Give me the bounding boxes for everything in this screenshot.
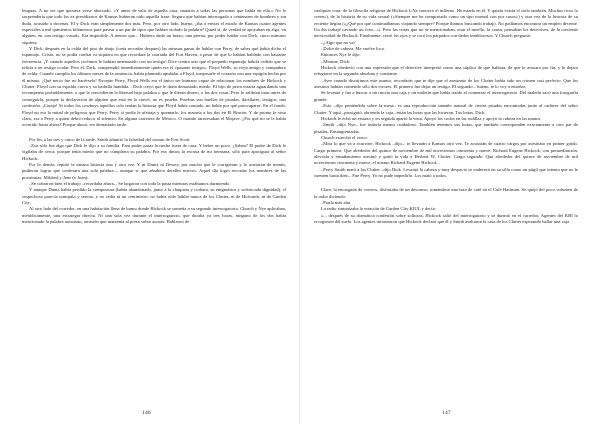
paragraph: Y aunque Duntz había perdido la compostura (había abandonado, junto a la chaqueta y corbata, su enigmática y sofisticada dignidad), el sospechoso parecía tranquilo y sereno, y no cedía ni un centímetro: no había oído hablar nunca de los Clutter, ni de Holcomb, ni de Garden City. [22, 187, 286, 205]
paragraph: –Ponla más alta. [321, 199, 352, 205]
paragraph: Al otro lado del corredor, en una habitación llena de humo donde Hickock se sometía a su segundo interrogatorio, Church y Nye aplicaban, metódicamente, una estrategia directa. Ni una sola vez durante el interrogatorio, que duraba ya tres horas, ninguno de los dos había mencionado la palabra asesinato, omisión que mantenía al preso sobre ascuas. Hablaron de [22, 206, 286, 224]
left-page-section-2 [22, 137, 286, 226]
paragraph: Se levantó y fue a buscar a un rincón una caja y un maletín que había traído al comenzar el interrogatorio. Del maletín sacó una fotografía grande. [314, 90, 578, 102]
paragraph: Por fin, a las tres y cinco de la tarde, Smith admitió la falsedad del cuento de Fort Scott. [29, 136, 191, 142]
right-page-section-2 [314, 187, 578, 225]
paragraph: Hickock obedeció con una expresión que el detective interpretó como una súplica de que hablara, de que le acusara por fin, y le dejara refugiarse en la segunda absoluta y constante. [314, 65, 578, 77]
page-number: 147 [442, 410, 451, 416]
right-page [300, 0, 600, 424]
paragraph: La radio sintonizaba la estación de Garden City KIUL y decía: [321, 206, 436, 212]
section-break [22, 129, 286, 137]
section-break [314, 179, 578, 187]
left-page-section-1 [22, 8, 286, 129]
paragraph: –¿Algo que no va? [321, 39, 356, 45]
paragraph: Hickock le echó un vistazo y en seguida apartó la vista. Apoyó los codos en las rodillas y apoyó la cabeza en las manos. [321, 115, 542, 121]
paragraph: –Dolor de cabeza. Me vuelve loco. [321, 46, 386, 52]
paragraph: cualquier cosa: de la filosofía religiosa de Hickock («Ya conozco el infierno. He estado en él. Y quizás exista el cielo también. Muchos ricos lo creen»), de la historia de su vida sexual («Siempre me he comportado como un tipo normal con por casos») y otra vez de la historia de su reciente hégira («¿Qué por qué continuábamos viajando siempre? Porque íbamos buscando trabajo. No podíamos encontrar un empleo decente. Un día trabajé cavando un foso...»). Pero las cosas que no se mencionaban, eran el meollo, la causa, pensaban los detectives, de la creciente nerviosidad de Hickock. Finalmente, cerró los ojos y se tocó los párpados con dedos temblorosos. Y Church preguntó: [314, 8, 578, 39]
paragraph: –Smith –dijo Nye– fue todavía menos cuidadoso. También tenemos sus botas, que también corresponden exactamente a otro par de pisadas. Ensangrentadas. [314, 122, 578, 134]
paragraph: Y Dick, después en la celda del piso de abajo (creía recordar despues) las mismas ganas de hablar con Perry, de saber qué había dicho el espantajo. Cristo, no se podía confiar ni siquiera en que recordara la coartada del Fort Haven, a pesar de que lo habían hablado con bastante frecuencia. ¡Y cuando aquellos cochinos le habían amenazado con un testigo! Dice contra uno qué el pequeño espantajo habría cedido que se refiría a un testigo ocular. Pero él, Dick, comprendió inmediatamente quién era el «pasante testigo»: Floyd Wells, su viejo amigo y compañero de celda. Cuando cumplía los últimos meses de la sentencia, había planeado apuñalar a Floyd, traspasarle el corazón con una espigón hecha por él mismo. ¡Qué necio fue no hacérselo! Excepto Perry, Floyd Wells era el único ser humano capaz de relacionar los nombres de Hickock y Clutter. Floyd con su espalda curva y su barbilla hundida... Dick creyó que le daría demasiado miedo. El hijo de perra estaría aguardando una recompensa probablemente, o que le concedieran la libertad bajo palabra o que le dieran dinero, o las dos cosas. Pero lo saldrían unas antes de conseguirla, porque la declaración de alguien que está en la cárcel, no es prueba. Pruebas son huellas de pisadas, dactilares, testigos, una confesión. ¡Carajo! Si todos los cowboys aquellos solo tenían la historia que Floyd había contado, no había por qué preocuparse. En el fondo, Floyd no era la mitad de peligroso que Perry. Perry sí podía le afeitaja y quemarlo, los mataría a los dos en El Rincón. Y de pronto le vino claro, era a Perry a quien debió reducir al silencio. En alguna carretera de México. O cuando atravesaban el Mojave. ¿Por qué no se le había ocurrido hasta ahora? Porque ahora, era demasiado tarde. [22, 46, 286, 128]
paragraph: Clare, la encargada de correos, disfrutaba de un descanso, tomándose una taza de café en el Café Hartman. Se quejó del poco volumen de la radio diciendo: [314, 187, 578, 199]
paragraph: –Mira lo que va a ocurrirte, Hickock –dijo–: te llevarán a Kansas otra vez. Te acusarán de cuatro cargos por asesinato en primer grado. Cargo primero: Que alrededor del quince de noviembre de mil novecientos cincuenta y nueve, Richard Eugene Hickock, con premeditación, alevosía y ensañamiento asesinó y quitó la vida a Herbert W. Clutter. Cargo segundo: Que alrededor del quince de noviembre de mil novecientos cincuenta y nueve, el mismo Richard Eugene Hickock... [314, 141, 578, 166]
paragraph: –Se cobraron bien el trabajo –recordaba ahora–. Se largaron con toda la pasta mientras estábamos durmiendo. [29, 180, 231, 186]
paragraph: –Mírame, Dick. [321, 58, 351, 64]
paragraph: –Eso sólo fue algo que Dick le dijo a su familia. Para poder pasar la noche fuera de casa. Y beber un poco. ¿Saben? El padre de Dick le vigilaba de cerca, porque tenía miedo que no cumpliera su palabra. Por eso dimos la excusa de mi hermana, sólo para apaciguar al señor Hickock. [22, 142, 286, 161]
right-page-section-1 [314, 8, 578, 179]
paragraph: –Ayer cuando discutimos este asunto, recordarás que te dije que el asesinato de los Clutter había sido un crimen casi perfecto. Que los asesinos habían cometido sólo dos errores. El primero fue dejar un testigo. El segundo... bueno, te lo voy a enseñar. [314, 77, 578, 90]
paragraph: Church estrechó el cerco: [321, 134, 368, 140]
paragraph: Entonces Nye le dijo: [321, 52, 361, 58]
page-number: 146 [142, 410, 151, 416]
paragraph: Por lo demás, repitió la misma historia una y otra vez. Y ni Duntz ni Dewey, por mucho que le corrigieran y lo acusaran de mentir, pudieron lograr que confesara una sola palabra..., aunque sí que añadiera detalles nuevos. Aquel día logró recordar los nombres de las prostitutas: Mildred y Jane (o Joan): [22, 161, 286, 180]
paragraph: –Perry Smith mató a los Clutter –dijo Dick. Levantó la cabeza y muy despacio se enderezó en su silla como un púgil que intenta que no le cuenten hasta diez–. Fue Perry. Yo no pude impedirlo. Los mató a todos. [314, 166, 578, 178]
paragraph: –Esto –dijo poniéndola sobre la mesa– es una reproducción tamaño natural de ciertas pisadas encontradas junto al cadáver del señor Clutter. Y aquí –prosiguió, abriendo la caja– están las botas que las hicieron. Tus botas, Dick. [314, 103, 578, 115]
paragraph: lenguas. A no ser que quisiera verse ahorcado. «Y antes de salir de aquella casa, matarás a todas las personas que había en ella.» No le sorprendería que todo los ex presidiarios de Kansas hubieran oído aquella frase. Seguro que habían interrogado a centenares de hombres y sin duda, acusado a docenas. El y Dick eran simplemente dos más. Pero, por otro lado, bueno, ¿iba a enviar el estado de Kansas cuatro agentes especiales a mil quinientos kilómetros para pasear a un par de tipos que habían violado la palabra? Quizá sí, de verdad se apoyaban en algo, en alguien, en «un testigo visual». Era imposible. A menos que... Hubiera dado un brazo, una pierna, por poder hablar con Dick, cinco minutos siquiera. [22, 8, 286, 45]
paragraph: «... después de su dramática confesión sobre sollozos, Hickock salió del interrogatorio y se durmió en el corredor. Agentes del KBI lo recogieron del suelo. Los agentes informaron que Hickock declaró que él y Smith asaltaron la casa de los Clutter esperando hallar una caja [314, 212, 578, 224]
